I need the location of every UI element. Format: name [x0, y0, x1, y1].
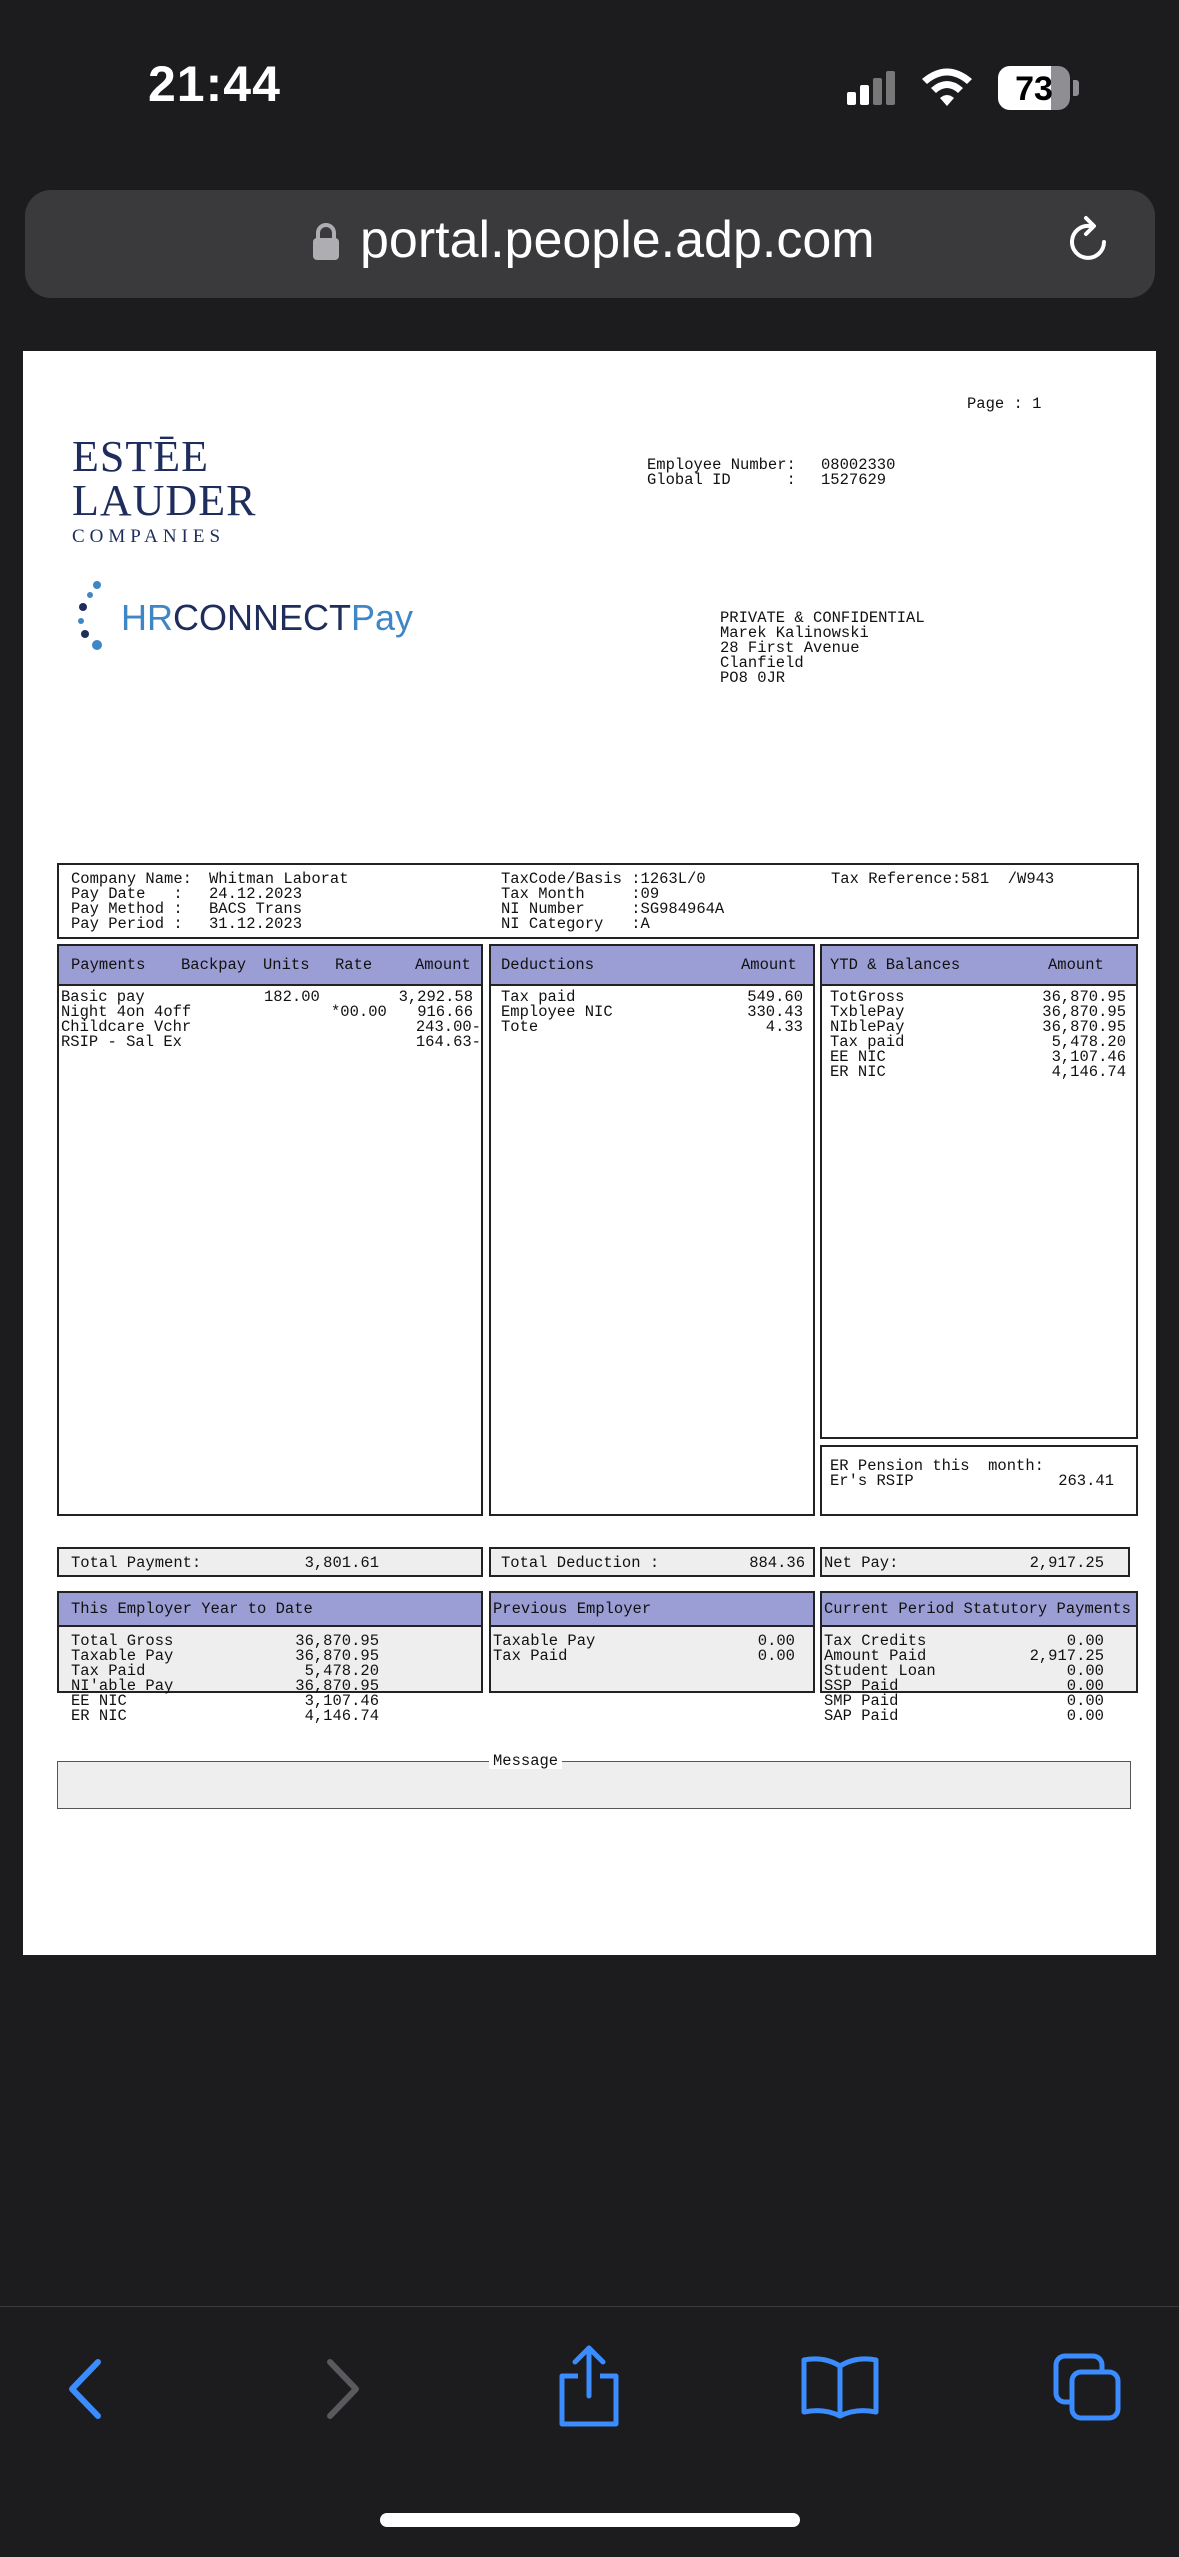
pension-value: 263.41: [1058, 1472, 1114, 1490]
employer-ytd-box: [57, 1591, 483, 1725]
pension-label: Er's RSIP: [830, 1472, 914, 1490]
ytd-name: TotGross: [830, 988, 905, 1006]
col-amount: Amount: [1048, 956, 1104, 974]
ytd-name: NIblePay: [830, 1018, 905, 1036]
home-indicator: [380, 2513, 800, 2527]
logo-pay: Pay: [351, 597, 414, 638]
payment-name: Childcare Vchr: [61, 1018, 192, 1036]
pay-date-label: Pay Date :: [71, 885, 183, 903]
ni-category: NI Category :A: [501, 915, 650, 933]
address-line: Marek Kalinowski: [720, 624, 869, 642]
previous-employer-header: [491, 1593, 813, 1627]
statutory-value: 0.00: [1066, 1632, 1104, 1650]
deductions-header: [491, 946, 813, 986]
previous-employer-label: Taxable Pay: [493, 1632, 596, 1650]
statutory-value: 0.00: [1066, 1677, 1104, 1695]
employer-ytd-label: Tax Paid: [71, 1662, 146, 1680]
cellular-signal-icon: [845, 70, 905, 106]
ytd-amount: 36,870.95: [1042, 988, 1126, 1006]
total-payment-value: 3,801.61: [304, 1554, 379, 1572]
pay-method-value: BACS Trans: [209, 900, 303, 918]
employee-number-label: Employee Number:: [647, 456, 796, 474]
pay-method-label: Pay Method :: [71, 900, 183, 918]
message-box: [57, 1761, 1131, 1809]
deduction-name: Tote: [501, 1018, 539, 1036]
total-deduction-label: Total Deduction :: [501, 1554, 660, 1572]
bookmarks-icon[interactable]: [800, 2354, 880, 2420]
url-text: portal.people.adp.com: [360, 211, 875, 269]
statutory-header: [822, 1593, 1136, 1627]
payslip-document: [23, 351, 1156, 1955]
tax-code: TaxCode/Basis :1263L/0: [501, 870, 706, 888]
ytd-amount: 3,107.46: [1051, 1048, 1126, 1066]
col-amount: Amount: [415, 956, 471, 974]
total-deduction-box: [489, 1547, 815, 1577]
address-line: PRIVATE & CONFIDENTIAL: [720, 609, 925, 627]
deduction-amount: 549.60: [747, 988, 803, 1006]
statutory-label: Amount Paid: [824, 1647, 927, 1665]
statutory-value: 2,917.25: [1029, 1647, 1104, 1665]
employer-ytd-value: 36,870.95: [295, 1632, 379, 1650]
total-payment-label: Total Payment:: [71, 1554, 202, 1572]
logo-hr: HR: [121, 597, 173, 638]
employer-ytd-title: This Employer Year to Date: [71, 1600, 313, 1618]
address-block: [720, 611, 925, 686]
status-time: 21:44: [148, 56, 281, 112]
col-deductions: Deductions: [501, 956, 595, 974]
payment-name: Basic pay: [61, 988, 145, 1006]
ytd-amount: 4,146.74: [1051, 1063, 1126, 1081]
previous-employer-value: 0.00: [757, 1647, 795, 1665]
page-number: Page : 1: [967, 395, 1042, 413]
logo-line-1: ESTĒE: [72, 432, 209, 481]
ytd-amount: 36,870.95: [1042, 1018, 1126, 1036]
col-rate: Rate: [335, 956, 373, 974]
ytd-header: [822, 946, 1136, 986]
employer-ytd-label: NI'able Pay: [71, 1677, 174, 1695]
payments-box: [57, 944, 483, 1516]
logo-connect: CONNECT: [173, 597, 351, 638]
statutory-value: 0.00: [1066, 1662, 1104, 1680]
statutory-label: Student Loan: [824, 1662, 936, 1680]
pension-box: [820, 1445, 1138, 1516]
table-row: [830, 1065, 1126, 1080]
total-payment-box: [57, 1547, 483, 1577]
deduction-amount: 4.33: [765, 1018, 803, 1036]
wifi-icon: [920, 66, 974, 108]
previous-employer-box: [489, 1591, 815, 1693]
share-icon[interactable]: [554, 2344, 624, 2428]
message-label: Message: [489, 1754, 562, 1769]
forward-icon[interactable]: [316, 2356, 366, 2422]
statutory-label: SAP Paid: [824, 1707, 899, 1725]
net-pay-value: 2,917.25: [1029, 1554, 1104, 1572]
tax-month: Tax Month :09: [501, 885, 660, 903]
total-deduction-value: 884.36: [749, 1554, 805, 1572]
reload-icon[interactable]: [1060, 214, 1116, 270]
net-pay-label: Net Pay:: [824, 1554, 899, 1572]
payment-units: 182.00: [264, 988, 320, 1006]
col-amount: Amount: [741, 956, 797, 974]
ytd-name: ER NIC: [830, 1063, 886, 1081]
logo-line-2: LAUDER: [72, 476, 257, 525]
previous-employer-title: Previous Employer: [493, 1600, 652, 1618]
previous-employer-label: Tax Paid: [493, 1647, 568, 1665]
address-line: 28 First Avenue: [720, 639, 860, 657]
col-payments: Payments: [71, 956, 146, 974]
ytd-name: EE NIC: [830, 1048, 886, 1066]
payment-amount: 243.00-: [415, 1018, 481, 1036]
previous-employer-value: 0.00: [757, 1632, 795, 1650]
employer-ytd-value: 36,870.95: [295, 1677, 379, 1695]
col-units: Units: [263, 956, 310, 974]
ytd-amount: 5,478.20: [1051, 1033, 1126, 1051]
payment-amount: 164.63-: [415, 1033, 481, 1051]
lock-icon: [311, 222, 341, 262]
hrconnect-pay-logo: [73, 579, 414, 659]
ytd-name: Tax paid: [830, 1033, 905, 1051]
tax-reference: Tax Reference:581 /W943: [831, 870, 1055, 888]
payment-rate: *00.00: [331, 1003, 387, 1021]
table-row: [501, 1005, 803, 1020]
ni-number: NI Number :SG984964A: [501, 900, 725, 918]
employer-ytd-label: EE NIC: [71, 1692, 127, 1710]
dots-icon: [73, 579, 113, 659]
employer-ytd-value: 5,478.20: [304, 1662, 379, 1680]
global-id-label: Global ID :: [647, 471, 796, 489]
ytd-balances-box: [820, 944, 1138, 1439]
company-name-value: Whitman Laborat: [209, 870, 349, 888]
statutory-payments-box: [820, 1591, 1138, 1725]
global-id-value: 1527629: [821, 471, 887, 489]
statutory-title: Current Period Statutory Payments: [824, 1600, 1131, 1618]
statutory-label: SSP Paid: [824, 1677, 899, 1695]
pay-period-label: Pay Period :: [71, 915, 183, 933]
table-row: [501, 1020, 803, 1035]
address-line: PO8 0JR: [720, 669, 786, 687]
deduction-amount: 330.43: [747, 1003, 803, 1021]
statutory-value: 0.00: [1066, 1692, 1104, 1710]
employee-info-box: [57, 863, 1139, 939]
logo-line-3: COMPANIES: [72, 526, 226, 547]
payment-name: RSIP - Sal Ex: [61, 1033, 182, 1051]
estee-lauder-logo: [72, 432, 257, 549]
employer-ytd-header: [59, 1593, 481, 1627]
statutory-value: 0.00: [1066, 1707, 1104, 1725]
battery-level: 73: [1015, 70, 1053, 108]
net-pay-box: [820, 1547, 1130, 1577]
employer-ytd-value: 36,870.95: [295, 1647, 379, 1665]
payment-amount: 3,292.58: [398, 988, 473, 1006]
address-line: Clanfield: [720, 654, 804, 672]
statutory-label: Tax Credits: [824, 1632, 927, 1650]
deductions-box: [489, 944, 815, 1516]
employer-ytd-label: Taxable Pay: [71, 1647, 174, 1665]
payment-name: Night 4on 4off: [61, 1003, 192, 1021]
pay-period-value: 31.12.2023: [209, 915, 303, 933]
employer-ytd-value: 4,146.74: [304, 1707, 379, 1725]
col-backpay: Backpay: [181, 956, 247, 974]
employer-ytd-value: 3,107.46: [304, 1692, 379, 1710]
ytd-name: TxblePay: [830, 1003, 905, 1021]
col-ytd-balances: YTD & Balances: [830, 956, 961, 974]
payments-header: [59, 946, 481, 986]
table-row: [61, 1035, 479, 1050]
statutory-label: SMP Paid: [824, 1692, 899, 1710]
back-icon[interactable]: [62, 2356, 112, 2422]
employer-ytd-label: ER NIC: [71, 1707, 127, 1725]
company-name-label: Company Name:: [71, 870, 192, 888]
ytd-amount: 36,870.95: [1042, 1003, 1126, 1021]
tabs-icon[interactable]: [1052, 2352, 1124, 2424]
battery-icon: [998, 66, 1080, 110]
deduction-name: Employee NIC: [501, 1003, 613, 1021]
payment-amount: 916.66: [417, 1003, 473, 1021]
pension-title: ER Pension this month:: [830, 1457, 1044, 1475]
employer-ytd-label: Total Gross: [71, 1632, 174, 1650]
pay-date-value: 24.12.2023: [209, 885, 303, 903]
employee-number-value: 08002330: [821, 456, 896, 474]
deduction-name: Tax paid: [501, 988, 576, 1006]
